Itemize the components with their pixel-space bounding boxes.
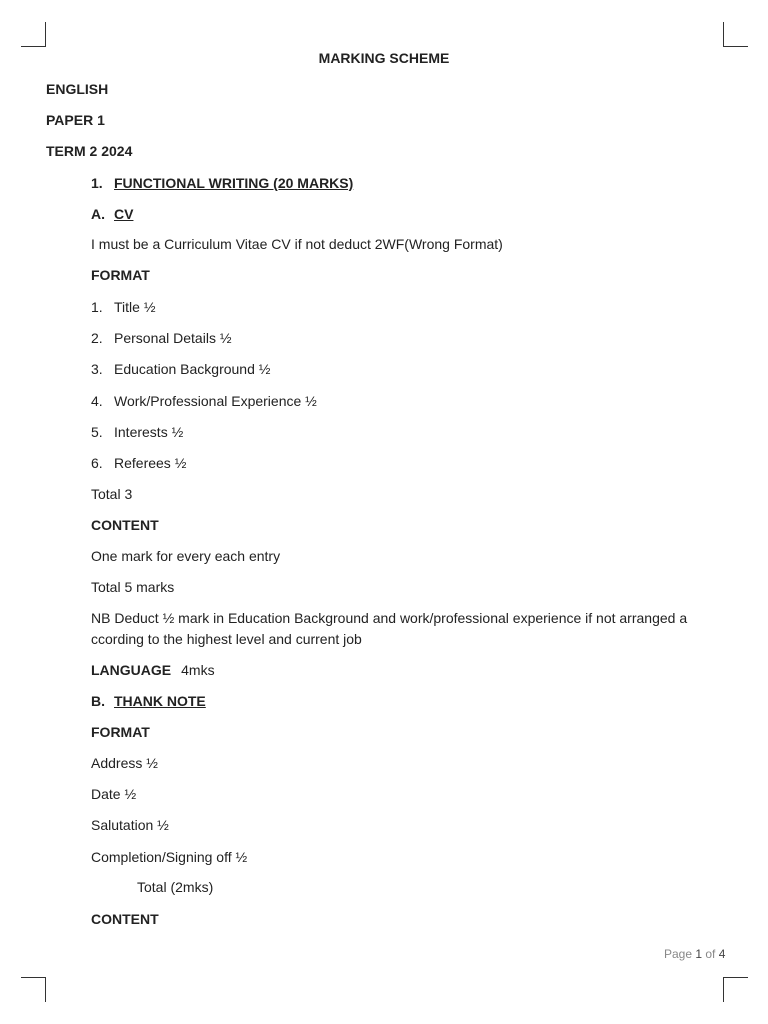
current-page: 1 (695, 947, 703, 961)
list-text: Interests ½ (114, 424, 184, 440)
crop-mark-top-right (723, 22, 724, 47)
nb-note-line-1: NB Deduct ½ mark in Education Background and work/professional experience if not arranged a (91, 610, 688, 626)
total-pages: 4 (718, 947, 726, 961)
page-prefix: Page (664, 947, 696, 961)
list-text: Personal Details ½ (114, 330, 232, 346)
list-item (91, 298, 156, 316)
list-item (91, 392, 317, 410)
part-title: CV (114, 206, 134, 222)
list-item (91, 454, 186, 472)
thank-note-total: Total (2mks) (137, 879, 214, 895)
list-text: Title ½ (114, 299, 156, 315)
language-value: 4mks (181, 662, 215, 678)
content-heading: CONTENT (91, 517, 159, 533)
list-number: 2. (91, 330, 103, 346)
crop-mark-top-left (21, 46, 46, 47)
section-heading (91, 174, 353, 192)
list-number: 4. (91, 393, 103, 409)
crop-mark-bottom-right (723, 977, 724, 1002)
list-number: 5. (91, 424, 103, 440)
term-heading: TERM 2 2024 (46, 143, 133, 159)
page-of: of (702, 947, 719, 961)
crop-mark-top-right (723, 46, 748, 47)
language-line (91, 661, 215, 679)
list-item (91, 329, 232, 347)
section-title: FUNCTIONAL WRITING (20 MARKS) (114, 175, 354, 191)
list-text: Referees ½ (114, 455, 187, 471)
list-item (91, 360, 270, 378)
crop-mark-top-left (45, 22, 46, 47)
list-item: Date ½ (91, 786, 137, 802)
format-total: Total 3 (91, 486, 133, 502)
part-a-heading (91, 205, 133, 223)
part-letter: B. (91, 693, 105, 709)
list-item: Salutation ½ (91, 817, 169, 833)
list-item: Completion/Signing off ½ (91, 849, 248, 865)
cv-instruction: I must be a Curriculum Vitae CV if not deduct 2WF(Wrong Format) (91, 236, 503, 252)
list-number: 1. (91, 299, 103, 315)
list-text: Education Background ½ (114, 361, 271, 377)
subject-heading: ENGLISH (46, 81, 109, 97)
list-number: 3. (91, 361, 103, 377)
nb-note-line-2: ccording to the highest level and current job (91, 631, 362, 647)
content-total: Total 5 marks (91, 579, 175, 595)
part-letter: A. (91, 206, 105, 222)
document-title: MARKING SCHEME (318, 50, 450, 66)
language-label: LANGUAGE (91, 662, 172, 678)
list-number: 6. (91, 455, 103, 471)
thank-note-content-heading: CONTENT (91, 911, 159, 927)
list-item (91, 423, 183, 441)
crop-mark-bottom-right (723, 977, 748, 978)
crop-mark-bottom-left (21, 977, 46, 978)
thank-note-format-heading: FORMAT (91, 724, 150, 740)
part-title: THANK NOTE (114, 693, 206, 709)
section-number: 1. (91, 175, 103, 191)
crop-mark-bottom-left (45, 977, 46, 1002)
format-heading: FORMAT (91, 267, 150, 283)
paper-heading: PAPER 1 (46, 112, 105, 128)
list-text: Work/Professional Experience ½ (114, 393, 317, 409)
content-line: One mark for every each entry (91, 548, 281, 564)
part-b-heading (91, 692, 206, 710)
list-item: Address ½ (91, 755, 158, 771)
page-number (664, 947, 725, 961)
